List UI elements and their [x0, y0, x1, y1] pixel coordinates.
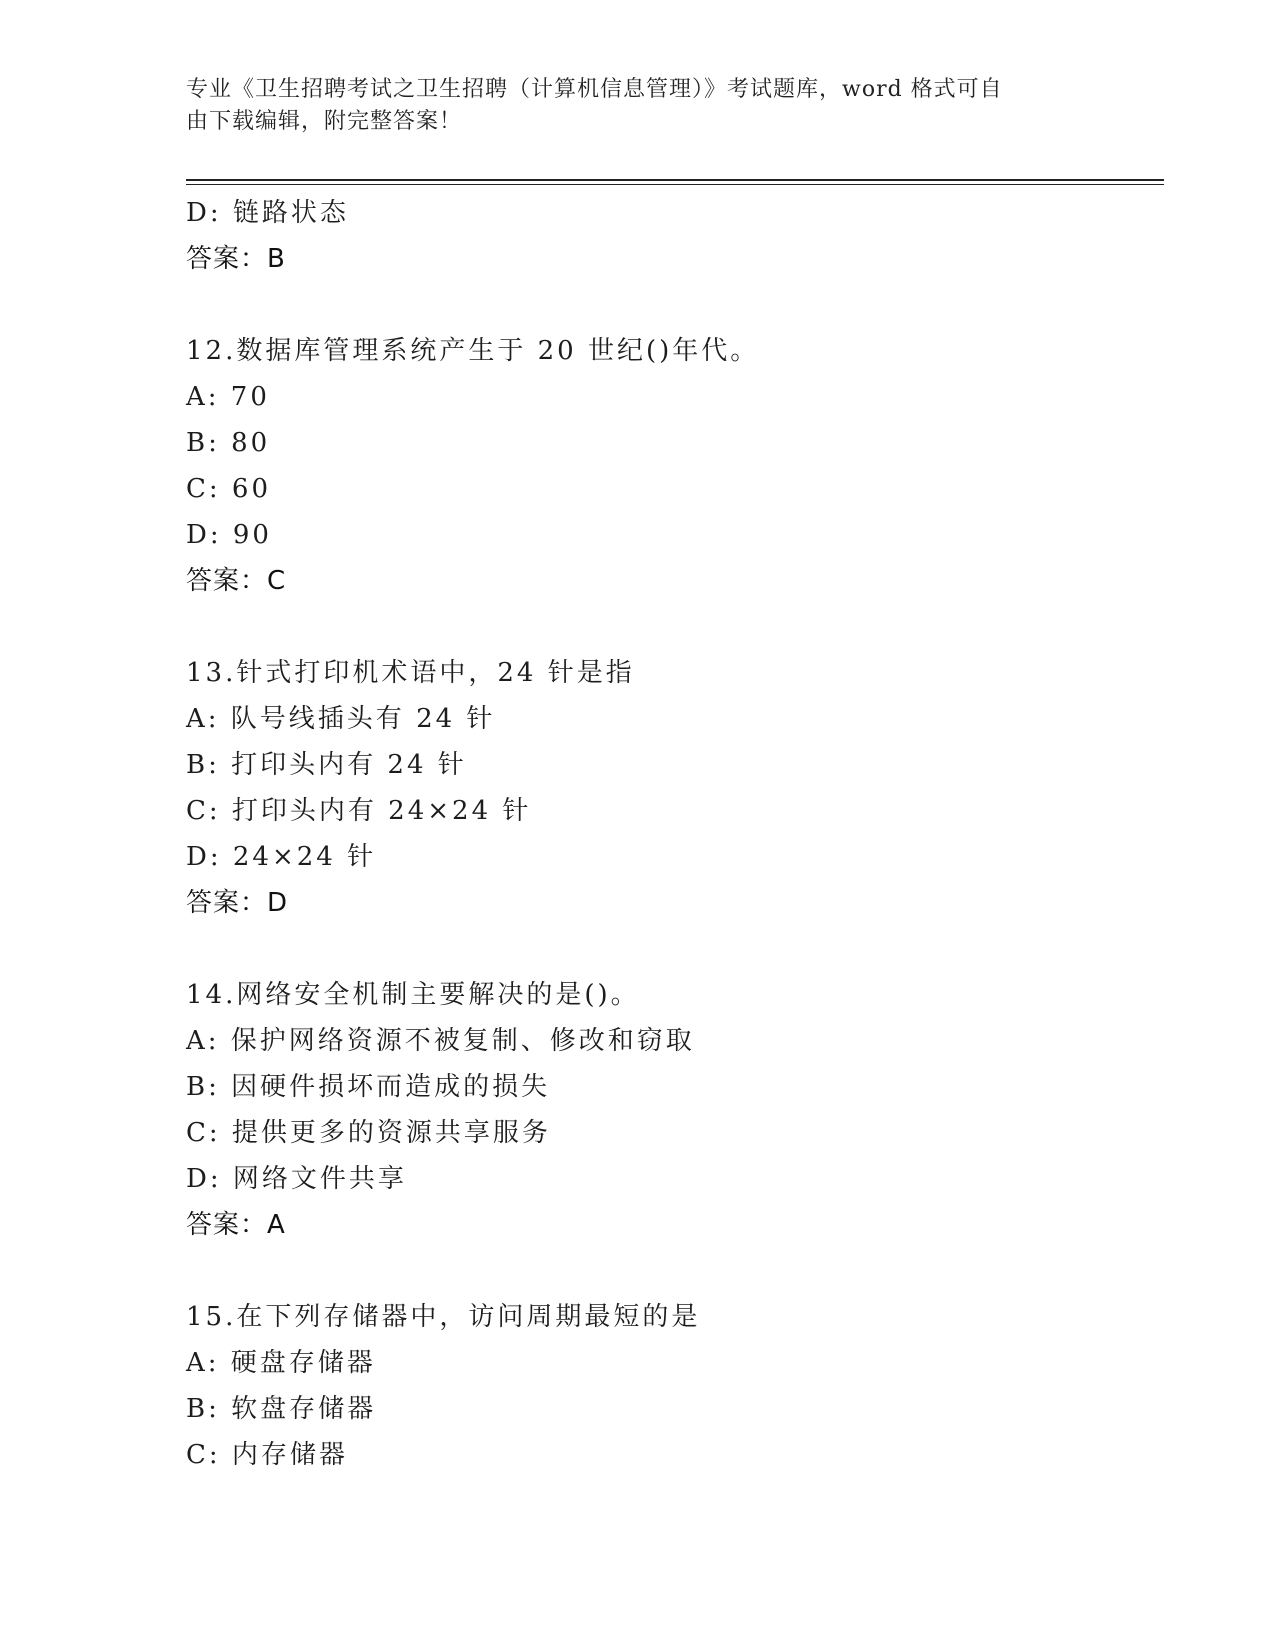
- option-line: B: 打印头内有 24 针: [186, 750, 467, 780]
- option-line: A: 保护网络资源不被复制、修改和窃取: [186, 1026, 695, 1056]
- option-line: C: 提供更多的资源共享服务: [186, 1118, 551, 1148]
- option-line: D: 链路状态: [186, 198, 349, 228]
- option-line: B: 软盘存储器: [186, 1394, 377, 1424]
- spacer: [186, 926, 1166, 972]
- header-line-2: 由下载编辑，附完整答案！: [186, 109, 463, 134]
- option-line: D: 24×24 针: [186, 842, 377, 872]
- spacer: [186, 1248, 1166, 1294]
- option-line: B: 因硬件损坏而造成的损失: [186, 1072, 551, 1102]
- option-line: C: 打印头内有 24×24 针: [186, 796, 532, 826]
- option-line: A: 70: [186, 382, 270, 412]
- option-line: C: 60: [186, 474, 272, 504]
- question-list: [186, 190, 1166, 1478]
- option-line: A: 队号线插头有 24 针: [186, 704, 496, 734]
- question-stem: 14.网络安全机制主要解决的是()。: [186, 980, 640, 1010]
- answer-line: 答案：C: [186, 566, 287, 596]
- header-divider-thick: [186, 179, 1164, 181]
- header-line-1: 专业《卫生招聘考试之卫生招聘（计算机信息管理）》考试题库，word 格式可自: [186, 77, 1003, 102]
- option-line: A: 硬盘存储器: [186, 1348, 376, 1378]
- question-stem: 15.在下列存储器中，访问周期最短的是: [186, 1302, 701, 1332]
- header-divider-thin: [186, 184, 1164, 185]
- answer-line: 答案：A: [186, 1210, 286, 1240]
- question-stem: 13.针式打印机术语中，24 针是指: [186, 658, 635, 688]
- option-line: B: 80: [186, 428, 271, 458]
- option-line: C: 内存储器: [186, 1440, 348, 1470]
- option-line: D: 90: [186, 520, 272, 550]
- question-stem: 12.数据库管理系统产生于 20 世纪()年代。: [186, 336, 760, 366]
- answer-line: 答案：B: [186, 244, 286, 274]
- answer-line: 答案：D: [186, 888, 289, 918]
- document-header: [186, 74, 1066, 138]
- spacer: [186, 282, 1166, 328]
- option-line: D: 网络文件共享: [186, 1164, 407, 1194]
- spacer: [186, 604, 1166, 650]
